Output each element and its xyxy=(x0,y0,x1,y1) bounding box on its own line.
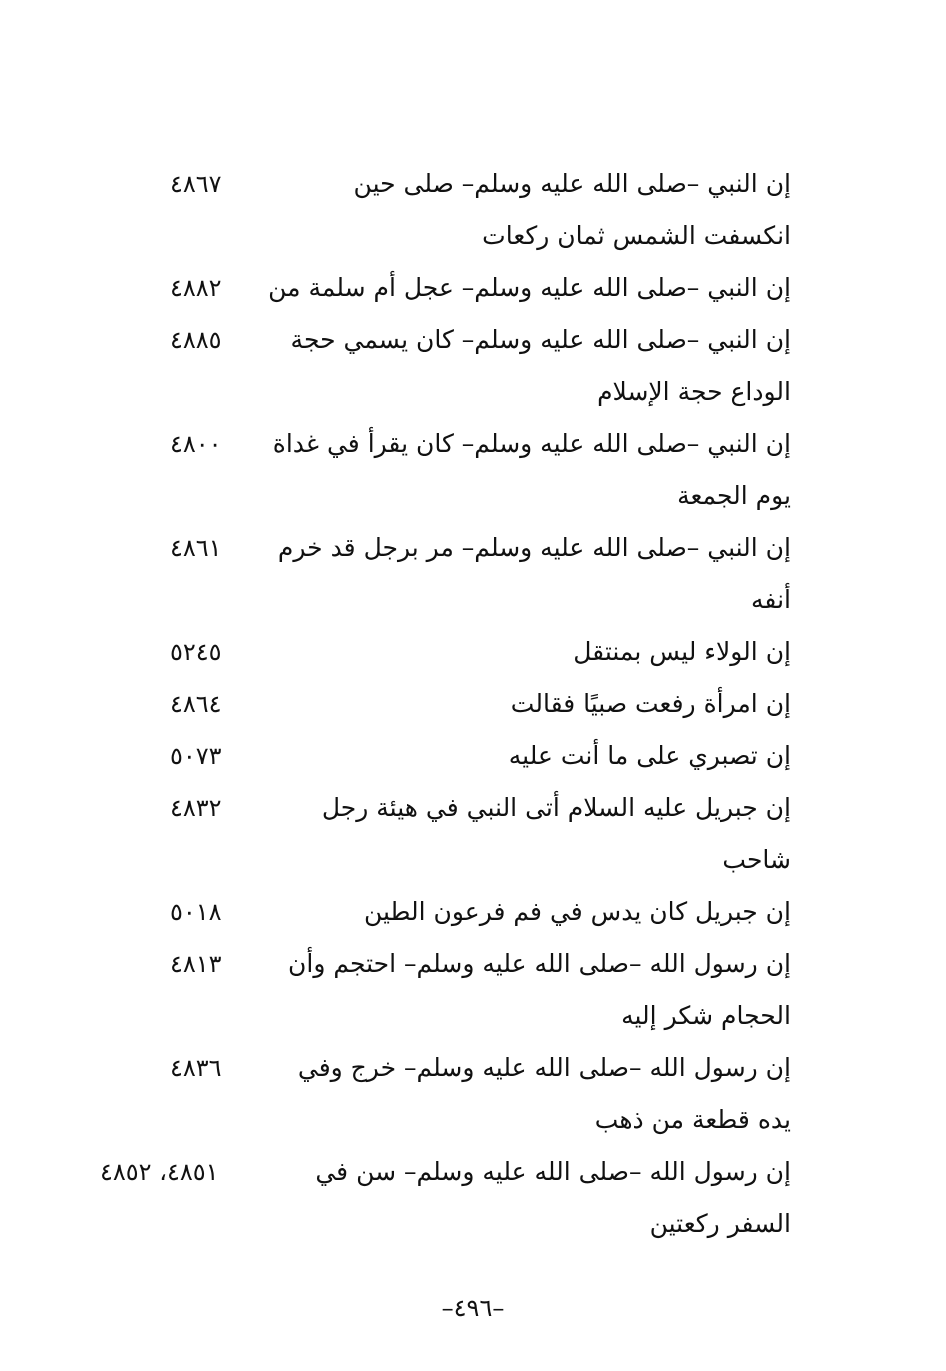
page-number: –٤٩٦– xyxy=(441,1294,505,1322)
entry-reference: ٤٨٨٢ xyxy=(170,274,222,302)
entry-text-continuation: الوداع حجة الإسلام xyxy=(597,377,791,406)
index-row xyxy=(0,574,946,626)
index-row xyxy=(0,626,946,678)
entry-text: إن رسول الله –صلى الله عليه وسلم– احتجم وأن xyxy=(288,949,791,978)
entry-reference: ٤٨٨٥ xyxy=(170,326,222,354)
index-row xyxy=(0,886,946,938)
entry-reference: ٥٠٧٣ xyxy=(170,742,222,770)
entry-text: إن رسول الله –صلى الله عليه وسلم– سن في xyxy=(315,1157,791,1186)
index-row xyxy=(0,418,946,470)
index-row xyxy=(0,990,946,1042)
entry-text-continuation: شاحب xyxy=(722,845,791,874)
entry-text: إن النبي –صلى الله عليه وسلم– صلى حين xyxy=(353,169,791,198)
entry-text-continuation: يده قطعة من ذهب xyxy=(594,1105,791,1134)
entry-reference: ٤٨٥١، ٤٨٥٢ xyxy=(100,1158,219,1186)
index-row xyxy=(0,314,946,366)
index-row xyxy=(0,678,946,730)
entry-reference: ٤٨٠٠ xyxy=(170,430,222,458)
index-row xyxy=(0,1094,946,1146)
entry-text-continuation: السفر ركعتين xyxy=(649,1209,791,1238)
entry-text: إن النبي –صلى الله عليه وسلم– كان يسمي حجة xyxy=(290,325,791,354)
entry-text: إن امرأة رفعت صبيًا فقالت xyxy=(510,689,791,718)
index-row xyxy=(0,366,946,418)
index-row xyxy=(0,210,946,262)
index-row xyxy=(0,470,946,522)
entry-text: إن النبي –صلى الله عليه وسلم– كان يقرأ في غداة xyxy=(272,429,791,458)
index-row xyxy=(0,938,946,990)
entry-text: إن رسول الله –صلى الله عليه وسلم– خرج وفي xyxy=(297,1053,791,1082)
entry-text: إن النبي –صلى الله عليه وسلم– عجل أم سلمة من xyxy=(268,273,791,302)
entry-reference: ٤٨٦٧ xyxy=(170,170,222,198)
index-row xyxy=(0,522,946,574)
entry-reference: ٥٢٤٥ xyxy=(170,638,222,666)
entry-reference: ٤٨١٣ xyxy=(170,950,222,978)
entry-text: إن جبريل كان يدس في فم فرعون الطين xyxy=(363,897,791,926)
index-row xyxy=(0,1146,946,1198)
entry-reference: ٥٠١٨ xyxy=(170,898,222,926)
entry-text-continuation: انكسفت الشمس ثمان ركعات xyxy=(482,221,791,250)
entry-reference: ٤٨٦٤ xyxy=(170,690,222,718)
entry-text: إن الولاء ليس بمنتقل xyxy=(573,637,791,666)
index-row xyxy=(0,158,946,210)
entry-text: إن النبي –صلى الله عليه وسلم– مر برجل قد خرم xyxy=(277,533,791,562)
index-row xyxy=(0,1042,946,1094)
entry-reference: ٤٨٣٢ xyxy=(170,794,222,822)
entry-text: إن تصبري على ما أنت عليه xyxy=(508,741,791,770)
index-row xyxy=(0,834,946,886)
entry-reference: ٤٨٦١ xyxy=(170,534,222,562)
index-row xyxy=(0,782,946,834)
entry-reference: ٤٨٣٦ xyxy=(170,1054,222,1082)
entry-text-continuation: الحجام شكر إليه xyxy=(621,1001,791,1030)
index-list xyxy=(0,158,946,1250)
index-row xyxy=(0,730,946,782)
entry-text-continuation: يوم الجمعة xyxy=(677,481,791,510)
index-row xyxy=(0,1198,946,1250)
index-row xyxy=(0,262,946,314)
entry-text-continuation: أنفه xyxy=(751,585,791,614)
entry-text: إن جبريل عليه السلام أتى النبي في هيئة رجل xyxy=(321,793,791,822)
